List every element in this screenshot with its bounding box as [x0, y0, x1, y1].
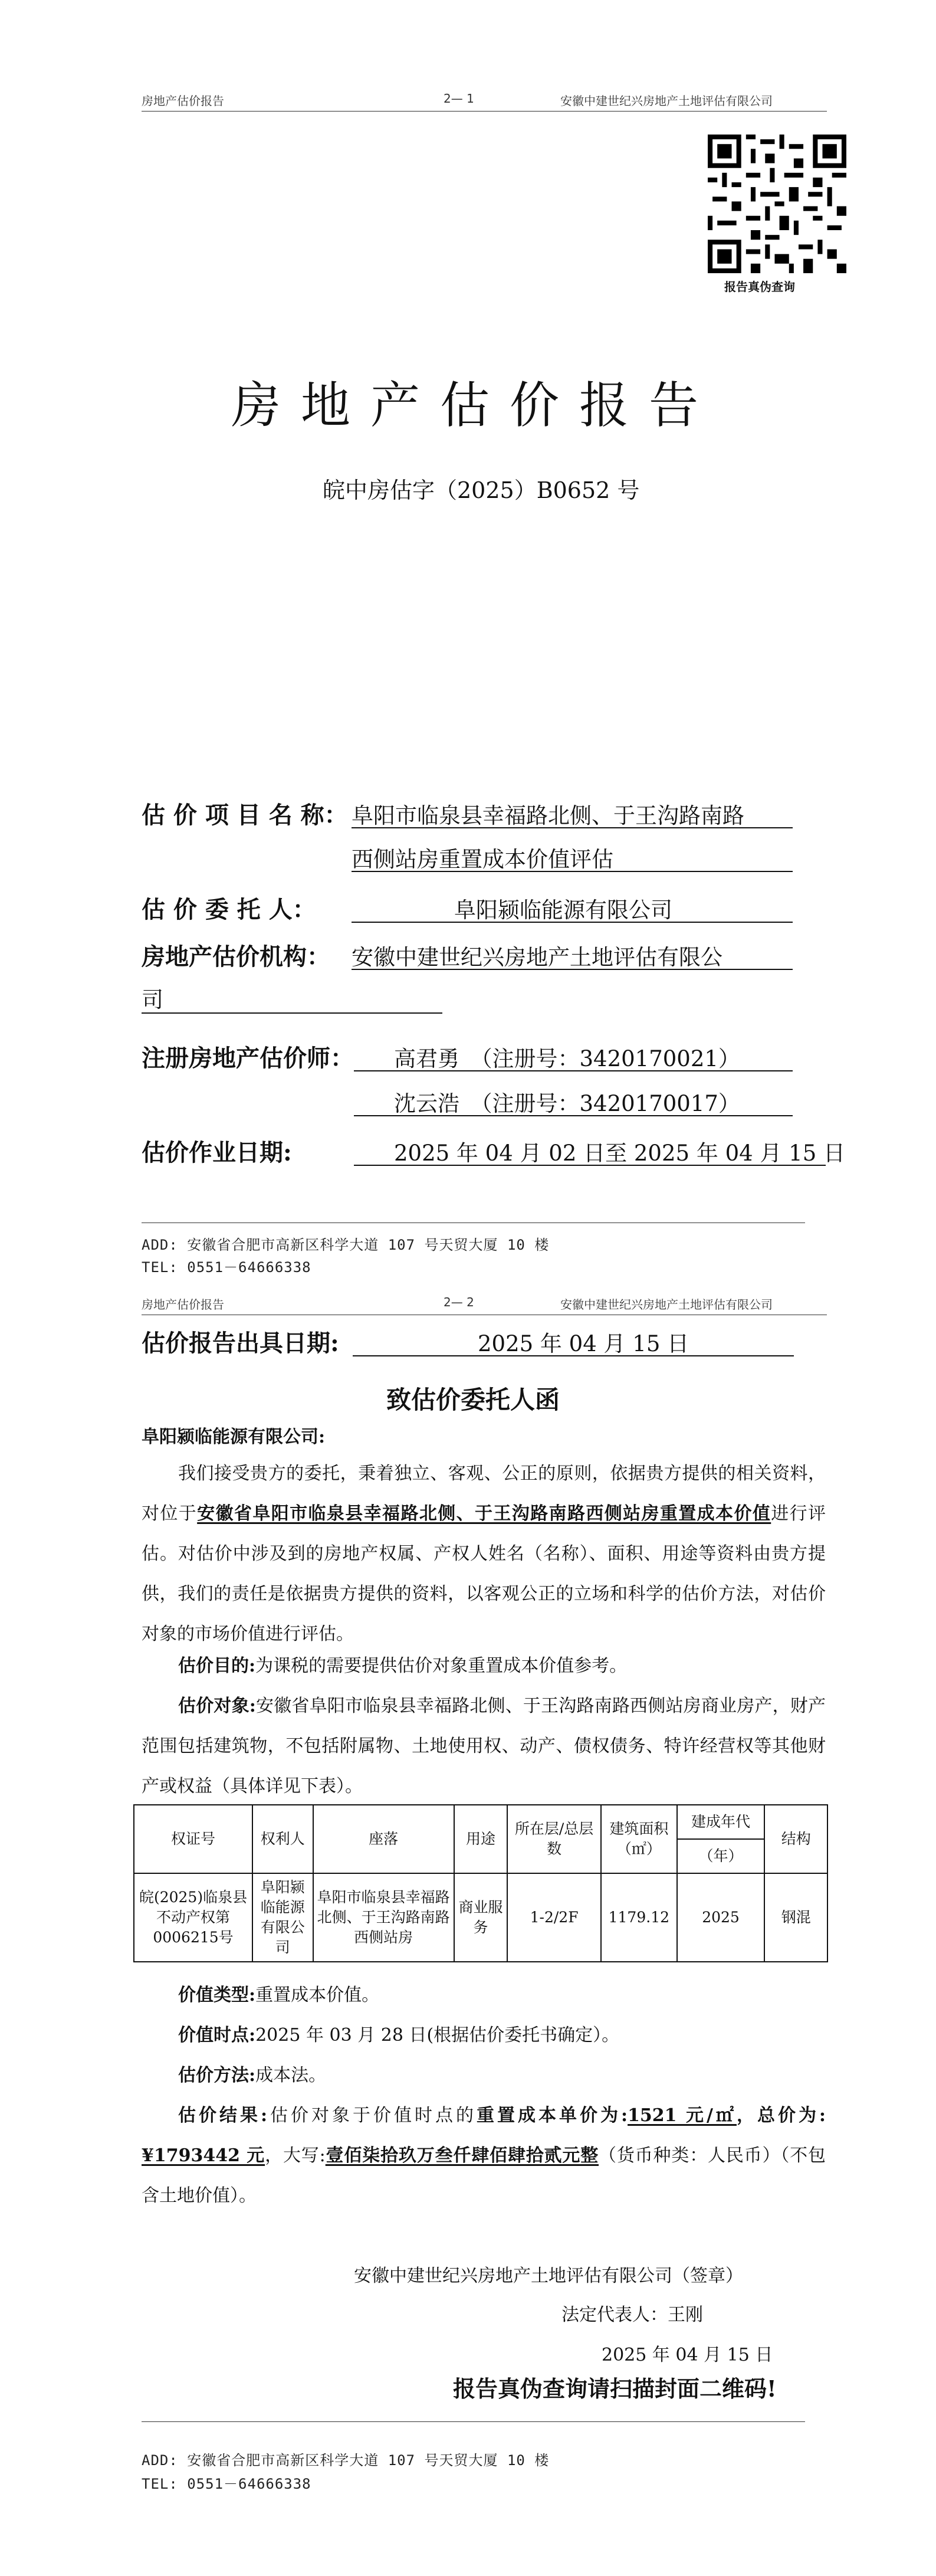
footer-telephone: TEL: 0551－64666338	[142, 1259, 311, 1276]
th-year: 建成年代	[677, 1805, 765, 1839]
work-date-value: 2025 年 04 月 02 日至 2025 年 04 月 15 日	[394, 1140, 846, 1166]
client-value: 阜阳颍临能源有限公司	[454, 897, 672, 923]
result-text-2: 重置成本单价为:	[477, 2105, 628, 2126]
client-label: 估 价 委 托 人：	[142, 896, 316, 923]
appraiser-2-underline	[354, 1115, 793, 1116]
header-rule	[142, 111, 827, 112]
work-date-underline	[354, 1165, 826, 1166]
page-header-left: 房地产估价报告	[142, 94, 224, 108]
cell-owner: 阜阳颍临能源有限公司	[252, 1873, 313, 1962]
agency-label: 房地产估价机构：	[142, 943, 330, 971]
project-underline-1	[352, 827, 793, 828]
agency-line1: 安徽中建世纪兴房地产土地评估有限公	[352, 945, 722, 970]
result-unit-price: 1521 元/㎡	[628, 2105, 737, 2126]
letter-intro	[142, 1454, 826, 1654]
result-label: 估价结果:	[178, 2105, 268, 2126]
project-name-line2: 西侧站房重置成本价值评估	[352, 847, 613, 872]
footer-address: ADD: 安徽省合肥市高新区科学大道 107 号天贸大厦 10 楼	[142, 2452, 550, 2469]
value-date-paragraph	[142, 2015, 826, 2056]
result-text-1: 估价对象于价值时点的	[267, 2105, 477, 2126]
th-location: 座落	[313, 1805, 454, 1873]
cell-year: 2025	[677, 1873, 765, 1962]
project-name-line1: 阜阳市临泉县幸福路北侧、于王沟路南路	[352, 803, 744, 828]
scan-qr-note: 报告真伪查询请扫描封面二维码!	[453, 2375, 777, 2402]
object-text: 安徽省阜阳市临泉县幸福路北侧、于王沟路南路西侧站房商业房产，财产范围包括建筑物，不包括附属物、土地使用权、动产、债权债务、特许经营权等其他财产或权益（具体详见下表）。	[142, 1696, 826, 1797]
value-type-label: 价值类型:	[178, 1985, 256, 2005]
purpose-paragraph	[142, 1646, 826, 1686]
result-text-3: ，总价为:	[736, 2105, 826, 2126]
value-date-label: 价值时点:	[178, 2025, 256, 2046]
intro-text: 我们接受贵方的委托，秉着独立、客观、公正的原则，依据贵方提供的相关资料，对位于	[142, 1463, 826, 1524]
page-header-number: 2— 1	[444, 91, 474, 106]
agency-line2: 司	[142, 987, 163, 1012]
th-year-unit: （年）	[677, 1839, 765, 1873]
cell-location: 阜阳市临泉县幸福路北侧、于王沟路南路西侧站房	[313, 1873, 454, 1962]
property-table	[133, 1804, 828, 1962]
value-date-text: 2025 年 03 月 28 日(根据估价委托书确定）。	[255, 2025, 620, 2046]
footer-address: ADD: 安徽省合肥市高新区科学大道 107 号天贸大厦 10 楼	[142, 1237, 550, 1253]
object-label: 估价对象:	[178, 1696, 256, 1716]
page-header-company: 安徽中建世纪兴房地产土地评估有限公司	[560, 94, 773, 108]
cell-use: 商业服务	[454, 1873, 507, 1962]
work-date-label: 估价作业日期:	[142, 1139, 292, 1166]
qr-code[interactable]	[708, 135, 846, 276]
agency-underline-2	[142, 1012, 442, 1014]
th-cert: 权证号	[134, 1805, 252, 1873]
issue-date-label: 估价报告出具日期:	[142, 1329, 339, 1357]
result-total: ¥1793442 元	[142, 2145, 265, 2166]
appraiser-1-underline	[354, 1070, 793, 1071]
letter-title: 致估价委托人函	[386, 1385, 560, 1414]
legal-representative: 法定代表人：王刚	[561, 2305, 703, 2325]
value-type-paragraph	[142, 1975, 826, 2015]
cell-cert: 皖(2025)临泉县不动产权第0006215号	[134, 1873, 252, 1962]
th-floor: 所在层/总层数	[507, 1805, 601, 1873]
project-name-label: 估 价 项 目 名 称：	[142, 801, 348, 829]
appraisers-label: 注册房地产估价师：	[142, 1044, 354, 1072]
qr-code-icon	[708, 135, 846, 273]
th-owner: 权利人	[252, 1805, 313, 1873]
purpose-label: 估价目的:	[178, 1656, 256, 1676]
issue-date-value: 2025 年 04 月 15 日	[478, 1331, 689, 1356]
footer-telephone: TEL: 0551－64666338	[142, 2476, 311, 2492]
appraiser-1: 高君勇 （注册号：3420170021）	[394, 1046, 740, 1071]
result-text-5: （货币种类：人民币）（不包含土地价值）。	[142, 2145, 826, 2206]
intro-text-end: 进行评估。对估价中涉及到的房地产权属、产权人姓名（名称）、面积、用途等资料由贵方提供，我们的责任是依据贵方提供的资料，以客观公正的立场和科学的估价方法，对估价对象的市场价值进行评估。	[142, 1503, 826, 1644]
cell-area: 1179.12	[601, 1873, 677, 1962]
method-paragraph	[142, 2056, 826, 2096]
object-paragraph	[142, 1686, 826, 1807]
qr-caption: 报告真伪查询	[724, 280, 795, 294]
result-paragraph	[142, 2096, 826, 2216]
result-text-4: ，大写:	[265, 2145, 326, 2166]
page-header-company: 安徽中建世纪兴房地产土地评估有限公司	[560, 1297, 773, 1312]
footer-rule	[142, 2421, 805, 2422]
appraiser-2: 沈云浩 （注册号：3420170017）	[394, 1091, 740, 1116]
th-use: 用途	[454, 1805, 507, 1873]
method-text: 成本法。	[255, 2065, 327, 2086]
value-type-text: 重置成本价值。	[255, 1985, 380, 2005]
letter-salutation: 阜阳颍临能源有限公司:	[142, 1427, 326, 1447]
page-header-left: 房地产估价报告	[142, 1297, 224, 1312]
report-title: 房地产估价报告	[231, 376, 719, 434]
th-area: 建筑面积（㎡）	[601, 1805, 677, 1873]
intro-subject: 安徽省阜阳市临泉县幸福路北侧、于王沟路南路西侧站房重置成本价值	[197, 1503, 771, 1524]
agency-underline-1	[352, 969, 793, 970]
cell-floor: 1-2/2F	[507, 1873, 601, 1962]
method-label: 估价方法:	[178, 2065, 256, 2086]
document-number: 皖中房估字（2025）B0652 号	[323, 477, 640, 503]
client-underline	[352, 922, 793, 923]
signature-date: 2025 年 04 月 15 日	[602, 2345, 773, 2365]
project-underline-2	[352, 871, 793, 872]
result-upper-amount: 壹佰柒拾玖万叁仟肆佰肆拾贰元整	[325, 2145, 599, 2166]
purpose-text: 为课税的需要提供估价对象重置成本价值参考。	[255, 1656, 628, 1676]
page-header-number: 2— 2	[444, 1295, 474, 1309]
issue-date-underline	[353, 1355, 794, 1356]
th-structure: 结构	[764, 1805, 827, 1873]
company-signature: 安徽中建世纪兴房地产土地评估有限公司（签章）	[354, 2266, 743, 2286]
cell-structure: 钢混	[764, 1873, 827, 1962]
